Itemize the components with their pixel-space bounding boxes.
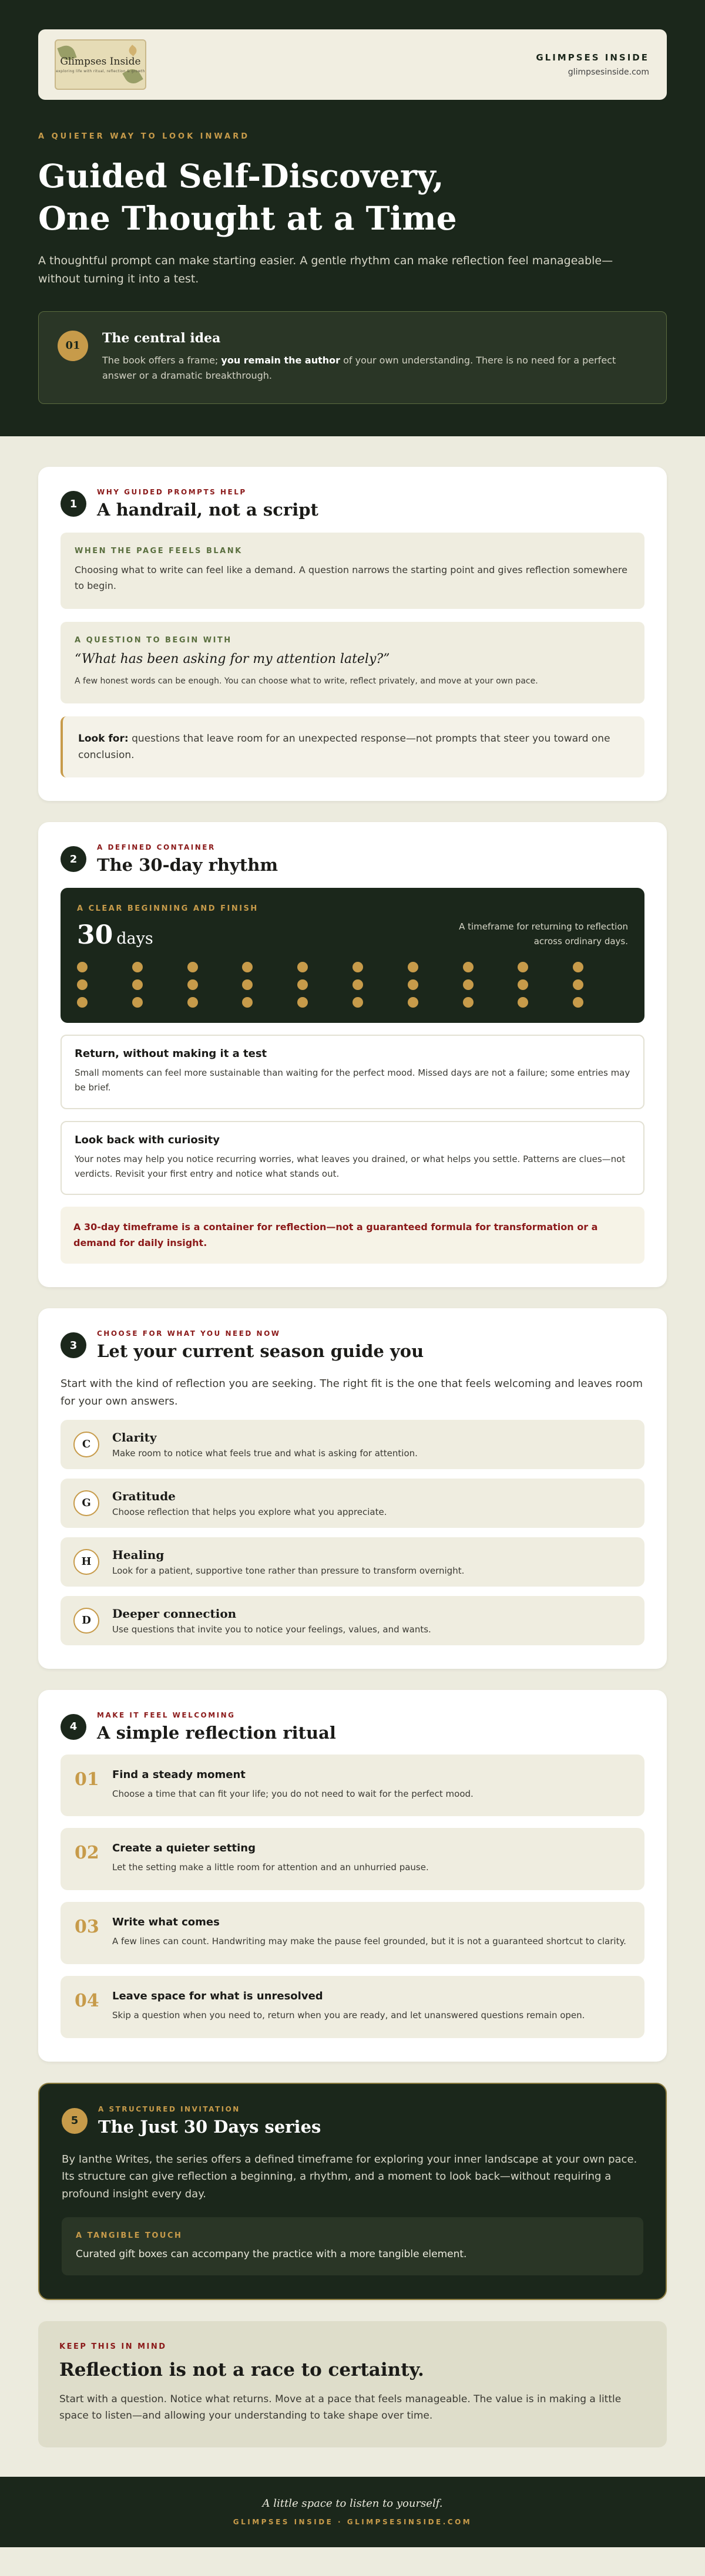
section-number: 3: [61, 1332, 86, 1358]
callout-badge: 01: [58, 331, 88, 361]
brand-name: GLIMPSES INSIDE: [536, 52, 649, 63]
brand-url-link[interactable]: glimpsesinside.com: [568, 68, 649, 77]
ritual-step: [61, 1755, 644, 1817]
day-dot: [573, 962, 583, 972]
option-desc: Make room to notice what feels true and what is asking for attention.: [112, 1447, 418, 1459]
step-number: 04: [75, 1990, 99, 2011]
day-dot: [297, 997, 308, 1008]
footer: [0, 2477, 705, 2547]
blank-page-box: [61, 533, 644, 609]
section-reflection-ritual: [38, 1690, 667, 2062]
panel-note: A timeframe for returning to reflection across ordinary days.: [459, 921, 628, 947]
day-dot: [132, 962, 143, 972]
section-title: A simple reflection ritual: [97, 1722, 336, 1743]
section-kicker: A DEFINED CONTAINER: [97, 843, 216, 852]
day-dot: [463, 979, 474, 990]
hero-intro: A thoughtful prompt can make starting easier. A gentle rhythm can make reflection feel manageable—without turning it into a test.: [38, 254, 613, 286]
day-dot: [518, 962, 528, 972]
day-dot: [352, 962, 363, 972]
central-idea-callout: [38, 311, 667, 405]
step-title: Create a quieter setting: [112, 1842, 256, 1855]
callout-text: [102, 353, 643, 384]
step-title: Leave space for what is unresolved: [112, 1989, 323, 2002]
brand-bar: [38, 29, 667, 100]
section-title: A handrail, not a script: [97, 500, 318, 520]
day-dot: [187, 962, 198, 972]
title-line-2: One Thought at a Time: [38, 198, 457, 237]
day-dot: [187, 997, 198, 1008]
day-dot: [297, 962, 308, 972]
step-desc: Choose a time that can fit your life; you do not need to wait for the perfect mood.: [112, 1788, 474, 1799]
box-text: Small moments can feel more sustainable than waiting for the perfect mood. Missed days are not a failure; some entries may be brief.: [75, 1068, 630, 1093]
day-count: [77, 920, 258, 950]
section-header: [61, 1711, 644, 1743]
day-dot: [463, 962, 474, 972]
day-dot: [408, 979, 418, 990]
option-item: [61, 1479, 644, 1528]
callout-title: The central idea: [102, 330, 221, 346]
section-30-day-rhythm: [38, 822, 667, 1287]
day-dot: [297, 979, 308, 990]
section-kicker: MAKE IT FEEL WELCOMING: [97, 1710, 236, 1719]
logo-name: Glimpses Inside: [60, 56, 141, 68]
callout-text-bold: you remain the author: [221, 354, 341, 366]
day-count-unit: days: [116, 930, 153, 948]
look-for-label: Look for:: [78, 733, 129, 745]
option-title: Deeper connection: [112, 1606, 237, 1621]
ritual-step: [61, 1902, 644, 1964]
day-dot: [573, 997, 583, 1008]
hero-eyebrow: A QUIETER WAY TO LOOK INWARD: [38, 132, 250, 141]
box-label: WHEN THE PAGE FEELS BLANK: [75, 547, 243, 556]
day-dot: [352, 979, 363, 990]
box-text: Curated gift boxes can accompany the practice with a more tangible element.: [76, 2248, 467, 2260]
section-header: [61, 1329, 644, 1361]
section-kicker: WHY GUIDED PROMPTS HELP: [97, 488, 247, 497]
day-dot: [518, 979, 528, 990]
day-dot: [132, 997, 143, 1008]
step-number: 03: [75, 1917, 99, 1938]
page-title: [38, 155, 667, 239]
section-series: [38, 2083, 667, 2300]
section-number: 2: [61, 846, 86, 872]
ritual-step: [61, 1828, 644, 1890]
day-count-number: 30: [77, 920, 113, 951]
section-number: 5: [62, 2108, 88, 2134]
footer-brand-link[interactable]: GLIMPSES INSIDE · GLIMPSESINSIDE.COM: [233, 2518, 472, 2527]
look-for-note: [61, 716, 644, 777]
day-dot: [77, 997, 88, 1008]
option-desc: Use questions that invite you to notice your feelings, values, and wants.: [112, 1624, 431, 1635]
hero: [0, 0, 705, 436]
section-kicker: A STRUCTURED INVITATION: [98, 2104, 240, 2113]
day-dot: [352, 997, 363, 1008]
option-letter: C: [73, 1432, 99, 1457]
section-title: Let your current season guide you: [97, 1341, 424, 1362]
section-header: [62, 2105, 643, 2137]
keep-in-mind: [38, 2321, 667, 2447]
box-label: A QUESTION TO BEGIN WITH: [75, 636, 232, 645]
box-label: A TANGIBLE TOUCH: [76, 2231, 183, 2240]
day-dot: [77, 962, 88, 972]
mind-kicker: KEEP THIS IN MIND: [59, 2342, 167, 2351]
prompt-quote: “What has been asking for my attention lately?”: [75, 652, 390, 667]
box-text: Your notes may help you notice recurring worries, what leaves you drained, or what helps you settle. Patterns are clues—not verdicts. Revisit your first entry and notice what stands out.: [75, 1153, 626, 1179]
brand-info: [536, 52, 649, 77]
timeframe-warning: A 30-day timeframe is a container for reflection—not a guaranteed formula for transformation or a demand for daily insight.: [61, 1207, 644, 1264]
section-number: 1: [61, 491, 86, 517]
day-dot: [242, 997, 253, 1008]
step-title: Find a steady moment: [112, 1768, 246, 1781]
option-letter: G: [73, 1490, 99, 1516]
panel-label: A CLEAR BEGINNING AND FINISH: [77, 904, 258, 914]
main-content: [0, 436, 705, 2476]
section-handrail: [38, 467, 667, 801]
curiosity-box: [61, 1121, 644, 1196]
footer-quote: A little space to listen to yourself.: [262, 2497, 443, 2510]
step-title: Write what comes: [112, 1916, 220, 1929]
callout-text-after: of your own understanding. There is no need for a perfect answer or a dramatic breakthrough.: [102, 354, 616, 382]
section-kicker: CHOOSE FOR WHAT YOU NEED NOW: [97, 1329, 281, 1338]
return-box: [61, 1035, 644, 1109]
day-dot: [77, 979, 88, 990]
option-letter: H: [73, 1549, 99, 1575]
day-dot: [242, 979, 253, 990]
day-dot: [518, 997, 528, 1008]
day-dot: [132, 979, 143, 990]
section-lead: Start with the kind of reflection you are seeking. The right fit is the one that feels welcoming and leaves room for your own answers.: [61, 1378, 643, 1407]
box-title: Look back with curiosity: [75, 1133, 220, 1146]
step-desc: Skip a question when you need to, return when you are ready, and let unanswered questions remain open.: [112, 2009, 585, 2021]
step-desc: A few lines can count. Handwriting may make the pause feel grounded, but it is not a guaranteed shortcut to clarity.: [112, 1936, 626, 1947]
option-title: Healing: [112, 1547, 164, 1562]
day-dots-grid: [77, 962, 628, 1008]
day-dot: [463, 997, 474, 1008]
day-dot: [408, 962, 418, 972]
box-note: A few honest words can be enough. You can choose what to write, reflect privately, and move at your own pace.: [75, 676, 538, 686]
option-item: [61, 1537, 644, 1587]
logo[interactable]: [55, 39, 146, 90]
day-dot: [408, 997, 418, 1008]
option-item: [61, 1596, 644, 1645]
step-desc: Let the setting make a little room for attention and an unhurried pause.: [112, 1862, 429, 1873]
box-title: Return, without making it a test: [75, 1048, 267, 1060]
section-header: [61, 843, 644, 875]
section-title: The Just 30 Days series: [98, 2116, 321, 2137]
option-item: [61, 1420, 644, 1469]
day-panel: [61, 888, 644, 1023]
ritual-step: [61, 1976, 644, 2038]
day-dot: [242, 962, 253, 972]
step-number: 02: [75, 1843, 99, 1864]
option-letter: D: [73, 1608, 99, 1634]
mind-title: Reflection is not a race to certainty.: [59, 2359, 424, 2380]
title-line-1: Guided Self-Discovery,: [38, 157, 444, 195]
option-title: Gratitude: [112, 1489, 176, 1503]
day-dot: [187, 979, 198, 990]
option-desc: Choose reflection that helps you explore what you appreciate.: [112, 1506, 387, 1517]
options-list: [61, 1420, 644, 1645]
option-title: Clarity: [112, 1430, 157, 1444]
day-dot: [573, 979, 583, 990]
callout-text-before: The book offers a frame;: [102, 354, 221, 366]
section-lead: By Ianthe Writes, the series offers a defined timeframe for exploring your inner landscape at your own pace. Its structure can give reflection a beginning, a rhythm, and a moment to look back—without requiring a profound insight every day.: [62, 2153, 637, 2200]
tangible-touch-box: [62, 2217, 643, 2275]
logo-tagline: exploring life with ritual, reflection & growth: [56, 69, 145, 73]
section-season-guide: [38, 1308, 667, 1668]
section-number: 4: [61, 1714, 86, 1740]
option-desc: Look for a patient, supportive tone rather than pressure to transform overnight.: [112, 1565, 465, 1576]
box-text: Choosing what to write can feel like a demand. A question narrows the starting point and gives reflection somewhere to begin.: [75, 564, 627, 591]
mind-text: Start with a question. Notice what returns. Move at a pace that feels manageable. The value is in making a little space to listen—and allowing your understanding to take shape over time.: [59, 2393, 622, 2422]
look-for-text: questions that leave room for an unexpected response—not prompts that steer you toward one conclusion.: [78, 733, 610, 762]
section-title: The 30-day rhythm: [97, 855, 278, 875]
question-box: [61, 622, 644, 703]
leaf-icon: [127, 45, 139, 56]
step-number: 01: [75, 1769, 99, 1790]
section-header: [61, 488, 644, 520]
